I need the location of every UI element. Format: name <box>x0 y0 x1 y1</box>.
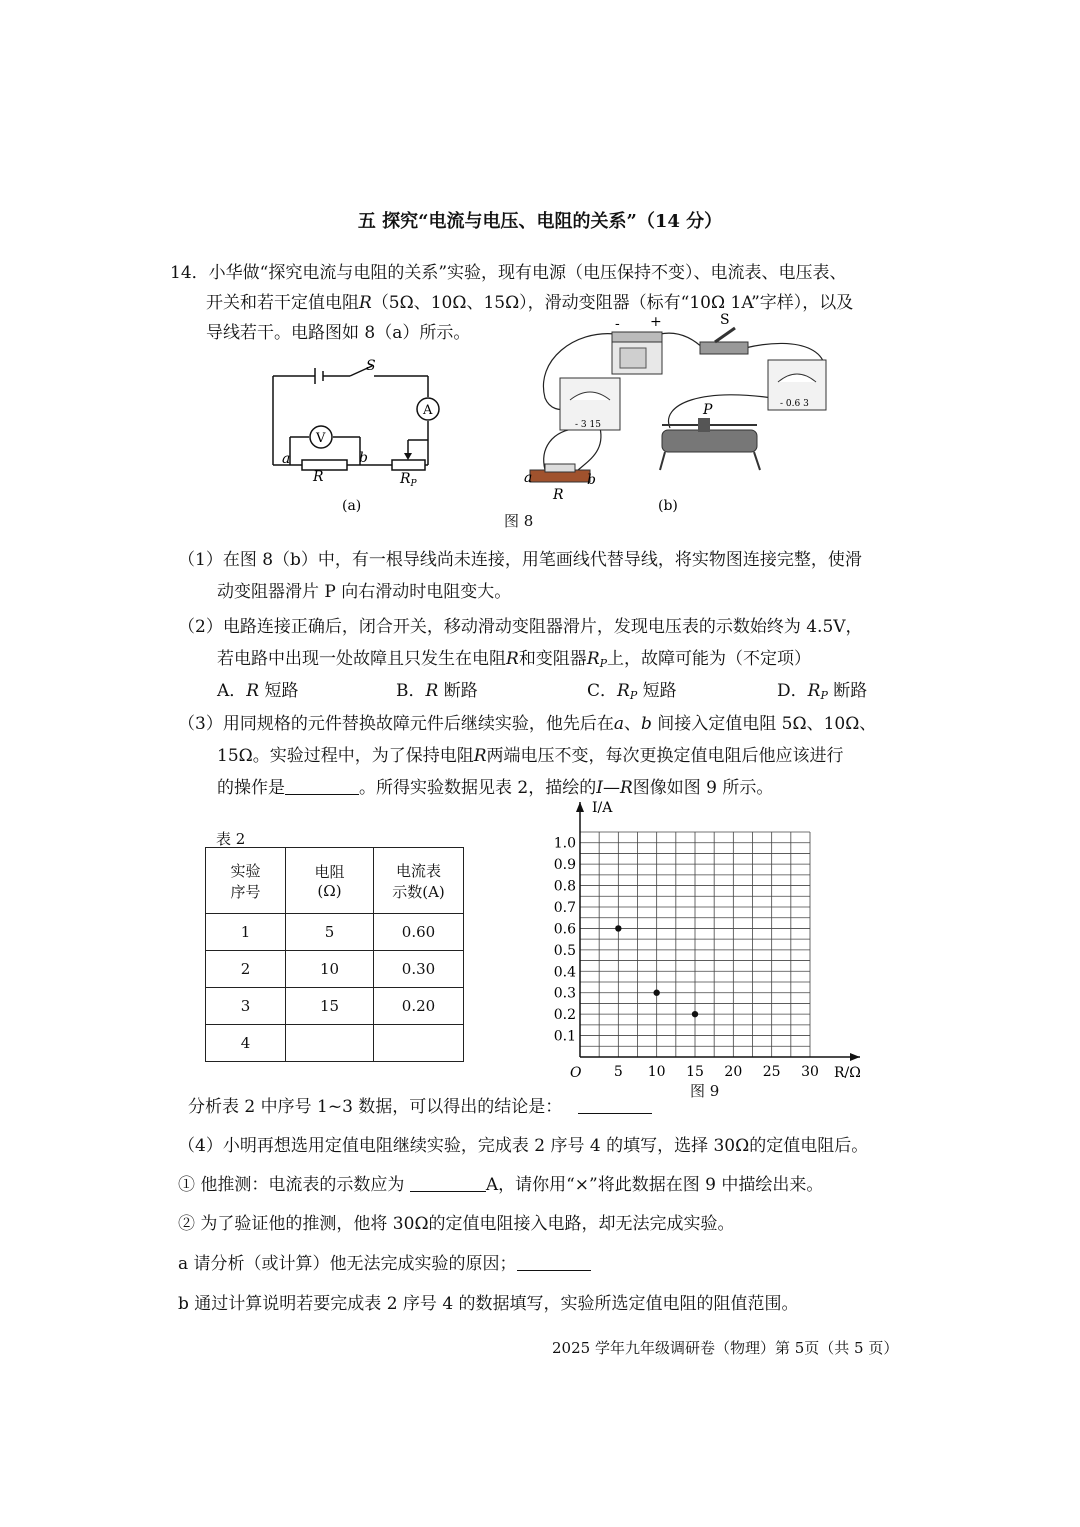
x-tick-label: 10 <box>647 1064 666 1080</box>
part1-line2: 动变阻器滑片 P 向右滑动时电阻变大。 <box>217 582 512 602</box>
battery <box>612 314 662 374</box>
option-c-symbol: R <box>617 681 630 701</box>
y-axis-arrow-icon <box>576 802 584 812</box>
data-point <box>615 925 621 931</box>
part2-symbol-r: R <box>506 649 519 669</box>
part2-text-2b: 和变阻器 <box>518 649 587 669</box>
table-header-row <box>206 848 464 914</box>
option-c-letter: C． <box>587 681 618 701</box>
table-cell: 1 <box>206 914 286 951</box>
node-b-label: b <box>359 450 368 466</box>
y-tick-label: 1.0 <box>553 835 576 852</box>
part3-symbol-b: b <box>640 714 652 734</box>
q14-line3: 导线若干。电路图如 8（a）所示。 <box>206 323 471 343</box>
photo-resistor-label: R <box>553 487 564 503</box>
part4-reason-blank[interactable] <box>517 1256 591 1271</box>
part1-line1 <box>178 545 862 570</box>
x-tick-label: 5 <box>613 1064 623 1080</box>
y-tick-label: 0.8 <box>553 878 576 895</box>
slider-p-label: P <box>703 402 713 418</box>
section-title: 五 探究“电流与电压、电阻的关系”（14 分） <box>357 211 723 232</box>
part1-text-1: 在图 8（b）中，有一根导线尚未连接，用笔画线代替导线，将实物图连接完整，使滑 <box>222 550 862 570</box>
table2-caption: 表 2 <box>216 830 246 848</box>
table2 <box>205 847 464 1062</box>
table-cell: 5 <box>286 914 374 951</box>
table-row <box>206 988 464 1025</box>
part4-sub-a <box>178 1249 591 1274</box>
option-c-sub: P <box>629 689 638 702</box>
y-tick-label: 0.4 <box>553 964 576 981</box>
part3-separator: 、 <box>623 714 641 734</box>
part2-text-2a: 若电路中出现一处故障且只发生在电阻 <box>217 649 506 669</box>
x-axis-label: R/Ω <box>834 1065 861 1081</box>
part3-text-1b: 间接入定值电阻 5Ω、10Ω、 <box>651 714 877 734</box>
option-d[interactable] <box>777 676 867 702</box>
table-row <box>206 951 464 988</box>
part2-number: （2） <box>178 617 223 637</box>
voltmeter-symbol: V <box>316 431 326 446</box>
option-b-symbol: R <box>425 681 439 701</box>
option-a-text: 短路 <box>259 681 299 701</box>
ammeter-device <box>768 360 826 410</box>
part4-current-blank[interactable] <box>410 1177 486 1192</box>
part3-text-1a: 用同规格的元件替换故障元件后继续实验，他先后在 <box>222 714 614 734</box>
option-d-sub: P <box>820 689 828 702</box>
part3-line1 <box>178 709 876 734</box>
part3-ir-symbol: I—R <box>596 778 633 798</box>
q14-text-1: 小华做“探究电流与电阻的关系”实验，现有电源（电压保持不变）、电流表、电压表、 <box>208 263 847 283</box>
wire-battery-switch <box>660 333 705 350</box>
part4-sub2: ② 为了验证他的推测，他将 30Ω的定值电阻接入电路，却无法完成实验。 <box>178 1214 735 1234</box>
y-tick-label: 0.2 <box>553 1007 576 1024</box>
figure8b-label: (b) <box>658 498 678 514</box>
voltmeter-scale: - 3 15 <box>575 420 601 430</box>
analysis-line <box>188 1092 652 1117</box>
option-b-letter: B． <box>396 681 426 701</box>
part3-text-3b: 。所得实验数据见表 2，描绘的 <box>359 778 597 798</box>
photo-node-b: b <box>587 472 596 488</box>
q14-text-2b: （5Ω、10Ω、15Ω），滑动变阻器（标有“10Ω 1A”字样），以及 <box>371 293 854 313</box>
part4-sub1-text-a: ① 他推测：电流表的示数应为 <box>178 1175 405 1195</box>
table-cell: 4 <box>206 1025 286 1062</box>
q14-number: 14． <box>170 263 209 283</box>
option-d-symbol: R <box>807 681 821 701</box>
analysis-answer-blank[interactable] <box>578 1099 652 1114</box>
table-cell-empty[interactable] <box>286 1025 374 1062</box>
part3-symbol-a: a <box>613 714 624 734</box>
slider-arrow-icon <box>404 453 412 460</box>
apparatus-drawing-b <box>520 310 850 520</box>
x-tick-label: 15 <box>686 1064 704 1080</box>
header-resistance: 电阻 (Ω) <box>286 848 374 914</box>
table-row <box>206 1025 464 1062</box>
voltmeter-device <box>560 378 620 430</box>
figure8-caption: 图 8 <box>504 512 534 530</box>
part2-symbol-rp-sub: P <box>599 657 608 670</box>
option-c[interactable] <box>587 676 677 702</box>
ammeter-scale: - 0.6 3 <box>780 399 809 409</box>
switch-label: S <box>366 358 376 374</box>
battery-minus: - <box>615 316 620 332</box>
data-point <box>653 990 659 996</box>
y-tick-label: 0.5 <box>553 942 576 959</box>
table-cell: 0.30 <box>374 951 464 988</box>
part2-line2 <box>217 644 811 670</box>
table-cell-empty[interactable] <box>374 1025 464 1062</box>
option-c-text: 短路 <box>637 681 677 701</box>
table-cell: 2 <box>206 951 286 988</box>
q14-text-2a: 开关和若干定值电阻 <box>206 293 359 313</box>
part2-text-2c: 上，故障可能为（不定项） <box>607 649 812 669</box>
part4-sub1-text-b: A，请你用“×”将此数据在图 9 中描绘出来。 <box>485 1175 824 1195</box>
part3-text-2b: 两端电压不变，每次更换定值电阻后他应该进行 <box>486 746 844 766</box>
y-tick-label: 0.6 <box>553 921 576 938</box>
node-a-label: a <box>282 451 291 467</box>
rheostat-label: $R_P$ <box>400 471 417 489</box>
chart-ticks <box>554 836 819 1080</box>
analysis-text: 分析表 2 中序号 1~3 数据，可以得出的结论是： <box>188 1097 563 1117</box>
option-a[interactable] <box>217 676 299 701</box>
photo-switch-label: S <box>720 312 730 328</box>
part3-line2 <box>217 741 844 766</box>
header-current: 电流表 示数(A) <box>374 848 464 914</box>
x-tick-label: 25 <box>762 1064 781 1080</box>
part4-sub1 <box>178 1170 823 1195</box>
option-d-text: 断路 <box>827 681 868 701</box>
part4-sub-a-text: a 请分析（或计算）他无法完成实验的原因； <box>178 1254 517 1274</box>
option-b[interactable] <box>396 676 478 701</box>
option-a-letter: A． <box>217 681 247 701</box>
resistor-label: R <box>313 469 324 485</box>
fixed-resistor-board <box>524 464 596 503</box>
x-axis-arrow-icon <box>850 1053 860 1061</box>
battery-plus: + <box>650 314 662 330</box>
origin-label: O <box>570 1065 582 1081</box>
y-tick-label: 0.9 <box>553 857 576 874</box>
knife-switch <box>700 312 748 354</box>
option-b-text: 断路 <box>438 681 478 701</box>
table-cell: 0.60 <box>374 914 464 951</box>
rheostat-device <box>660 402 760 470</box>
chart-grid <box>580 832 810 1057</box>
table-cell: 15 <box>286 988 374 1025</box>
part3-number: （3） <box>178 714 223 734</box>
ammeter-symbol: A <box>423 403 433 418</box>
header-trial: 实验 序号 <box>206 848 286 914</box>
q14-symbol-r: R <box>359 293 372 313</box>
table-cell: 0.20 <box>374 988 464 1025</box>
table-row <box>206 914 464 951</box>
part4-text-1: 小明再想选用定值电阻继续实验，完成表 2 序号 4 的填写，选择 30Ω的定值电阻后。 <box>222 1136 869 1156</box>
part4-sub-b: b 通过计算说明若要完成表 2 序号 4 的数据填写，实验所选定值电阻的阻值范围。 <box>178 1294 799 1314</box>
y-tick-label: 0.3 <box>553 985 576 1002</box>
part1-number: （1） <box>178 550 223 570</box>
option-a-symbol: R <box>246 681 260 701</box>
x-tick-label: 20 <box>724 1064 743 1080</box>
circuit-diagram-a <box>260 340 460 520</box>
part3-text-3a: 的操作是 <box>217 778 285 798</box>
figure9-caption: 图 9 <box>690 1082 720 1100</box>
y-axis-label: I/A <box>592 800 613 816</box>
part4-line1 <box>178 1131 868 1156</box>
part3-text-2a: 15Ω。实验过程中，为了保持电阻 <box>217 746 474 766</box>
part3-symbol-r: R <box>473 746 487 766</box>
y-tick-label: 0.7 <box>553 900 576 916</box>
q14-line1 <box>170 258 847 283</box>
part3-answer-blank[interactable] <box>285 780 359 795</box>
table-cell: 3 <box>206 988 286 1025</box>
figure9-chart <box>540 795 870 1085</box>
part2-line1 <box>178 612 863 637</box>
part2-text-1: 电路连接正确后，闭合开关，移动滑动变阻器滑片，发现电压表的示数始终为 4.5V， <box>222 617 863 637</box>
table-cell: 10 <box>286 951 374 988</box>
part4-number: （4） <box>178 1136 223 1156</box>
wire-voltmeter-b <box>578 428 601 470</box>
part2-symbol-rp: R <box>586 649 600 669</box>
y-tick-label: 0.1 <box>553 1028 576 1045</box>
photo-node-a: a <box>524 470 533 486</box>
x-tick-label: 30 <box>801 1064 819 1080</box>
data-point <box>692 1011 698 1017</box>
option-d-letter: D． <box>777 681 808 701</box>
figure8a-label: (a) <box>342 498 362 514</box>
page-footer: 2025 学年九年级调研卷（物理）第 5页（共 5 页） <box>552 1339 899 1357</box>
part3-text-3c: 图像如图 9 所示。 <box>632 778 774 798</box>
